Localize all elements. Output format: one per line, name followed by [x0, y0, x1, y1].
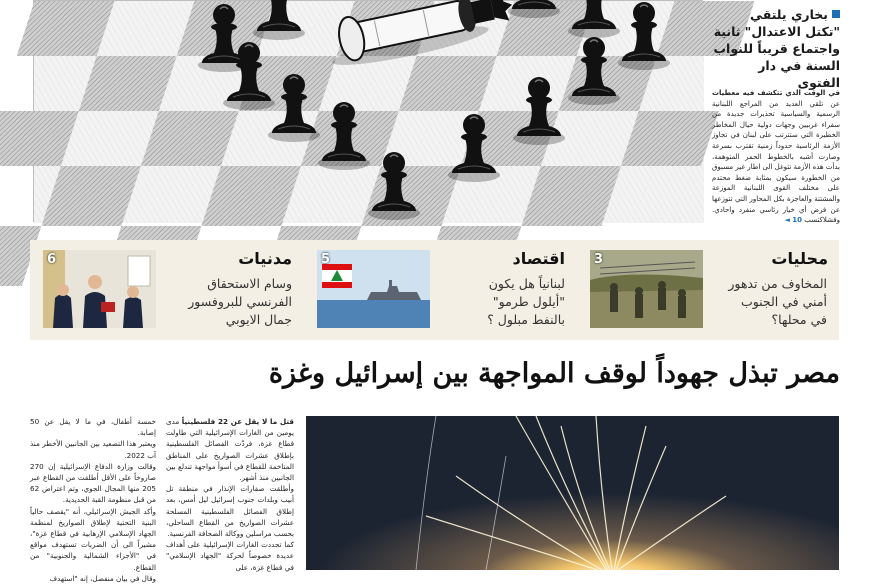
- teaser-image-economy[interactable]: [317, 250, 430, 328]
- editorial-lead: في الوقت الذي تتكشف فيه معطيات: [712, 89, 840, 97]
- editorial-text: عن تلقي العديد من المراجع اللبنانية الرسمية والسياسية تحذيرات جديدة من سفراء غربيين وجهات دولية حيال المخاطر الخطيرة التي ستترتب على لبنان في تجاوز الأزمة الرئاسية حدوداً زمنية تقترب بسرعة وصارت أشبه بالخطوط الحمر المتوهمة، بدأت هذه الأزمة تتوغل الى اطار غير مسبوق من الخطورة سيكون بمثابة ضغط محتدم على مختلف القوى اللبنانية الموزعة والمشتتة والعاجزة بكل المحاور التي تتوزعها عن فرض أي خيار رئاسي منفرد واحادي. وفشلاكتسب: [712, 99, 840, 225]
- editorial-body: [712, 88, 840, 226]
- teaser-section-civic[interactable]: مدنيات: [238, 249, 292, 268]
- story-column-right: [166, 416, 294, 570]
- story-column-left: خمسة أطفال، في ما لا يقل عن 50 إصابة. ويعتبر هذا التصعيد بين الجانبين الأخطر منذ آب 2022. وقالت وزارة الدفاع الإسرائيلية إن 270 صاروخاً على الأقل أطلقت من القطاع عبر 205 منها المجال الجوي، وتم اعتراض 62 من قبل منظومة القبة الحديدية. وأكد الجيش الإسرائيلي، أنه "يقصف حالياً البنية التحتية لإطلاق الصواريخ لمنظمة الجهاد الإسلامي الإرهابية في قطاع غزة"، مشيراً الى أن الضربات تستهدف مواقع في "الأجزاء الشمالية والجنوبية" من القطاع. وقال في بيان منفصل، إنه "استهدف: [30, 417, 156, 583]
- teaser-text-civic[interactable]: وسام الاستحقاق الفرنسي للبروفسور جمال الايوبي: [188, 276, 292, 327]
- teaser-image-civic[interactable]: [43, 250, 156, 328]
- teaser-text-local[interactable]: المخاوف من تدهور أمني في الجنوب في محلها؟: [728, 276, 827, 327]
- editorial-page-ref[interactable]: 10 ◄: [784, 216, 803, 225]
- chess-cartoon-illustration: [33, 0, 703, 222]
- main-headline[interactable]: مصر تبذل جهوداً لوقف المواجهة بين إسرائيل وغزة: [268, 358, 840, 389]
- story-lead: قتل ما لا يقل عن 22 فلسطينياً: [181, 417, 295, 426]
- rocket-interception-photo: [306, 416, 839, 570]
- story-text-right: مدى يومين من الغارات الإسرائيلية التي طاولت قطاع غزة، فردّت الفصائل الفلسطينية بإطلاق عشرات الصواريخ على المناطق المتاخمة للقطاع في أسوأ مواجهة تندلع بين الجانبين منذ أشهر. وأطلقت صفارات الإنذار في منطقة تل أبيب وبلدات جنوب إسرائيل ليل أمس، بعد إطلاق الفصائل الفلسطينية المسلحة عشرات الصواريخ من القطاع الساحلي، بحسب مراسلين ووكالة الصحافة الفرنسية. كما تجددت الغارات الإسرائيلية على أهداف عديدة خصوصاً لحركة "الجهاد الإسلامي" في قطاع غزة، على: [166, 417, 294, 572]
- teaser-section-local[interactable]: محليات: [771, 249, 828, 268]
- section-marker-icon: [832, 10, 840, 18]
- teaser-text-economy[interactable]: لبنانياً هل يكون "أيلول طرمو" بالنفط مبلول ؟: [487, 276, 565, 327]
- teaser-image-local[interactable]: [590, 250, 703, 328]
- teaser-page-civic: 6: [47, 252, 57, 267]
- editorial-headline[interactable]: بخاري يلتقي "تكتل الاعتدال" ثانية واجتماع قريباً للنواب السنة في دار الفتوى: [713, 7, 840, 90]
- teaser-page-local: 3: [594, 252, 604, 267]
- teaser-page-economy: 5: [321, 252, 331, 267]
- teaser-section-economy[interactable]: اقتصاد: [512, 249, 565, 268]
